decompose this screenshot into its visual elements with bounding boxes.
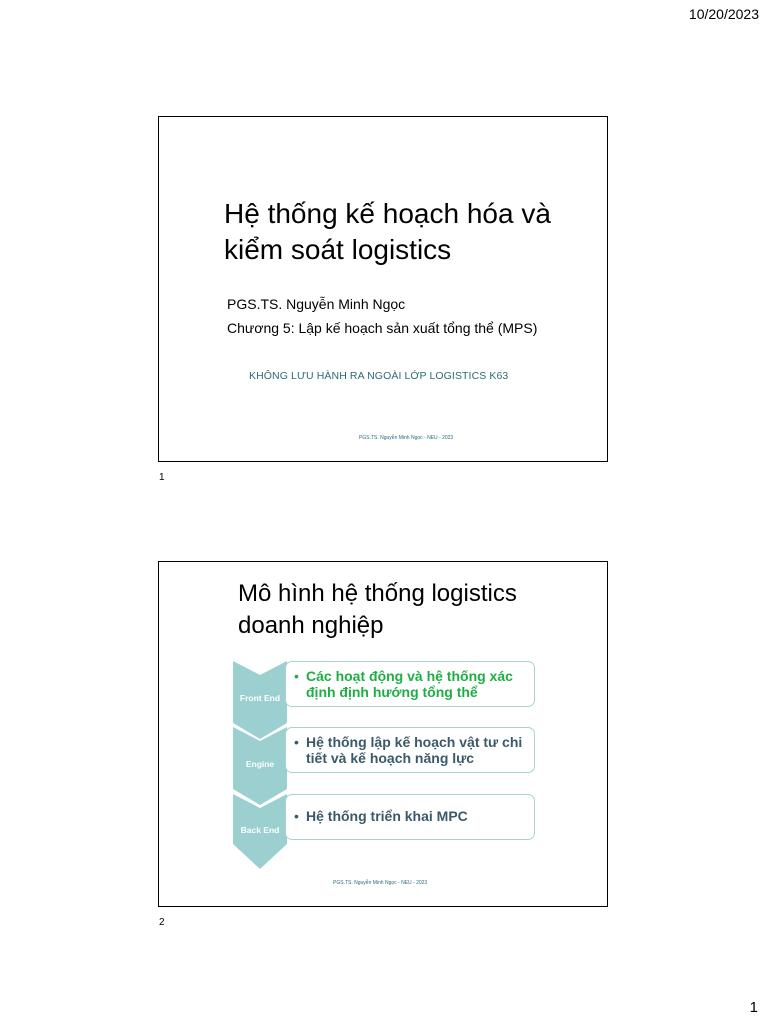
slide-1-chapter: Chương 5: Lập kế hoạch sản xuất tổng thể (MPS) xyxy=(227,320,538,336)
slide-2 xyxy=(158,561,608,907)
bullet-dot: • xyxy=(294,734,299,750)
slide-2-number: 2 xyxy=(159,917,165,928)
back-end-text: Hệ thống triển khai MPC xyxy=(306,808,468,824)
bullet-dot: • xyxy=(294,808,299,824)
front-end-text: Các hoạt động và hệ thống xác định định hướng tổng thể xyxy=(306,668,513,700)
front-end-box xyxy=(285,661,535,707)
bullet-dot: • xyxy=(294,668,299,684)
engine-box xyxy=(285,727,535,773)
diagram-row-front-end xyxy=(233,661,537,717)
slide-1-number: 1 xyxy=(159,472,165,483)
back-end-label: Back End xyxy=(240,825,280,835)
back-end-box xyxy=(285,794,535,840)
print-date: 10/20/2023 xyxy=(688,6,759,22)
slide-2-footer: PGS.TS. Nguyễn Minh Ngọc - NEU - 2023 xyxy=(333,880,428,886)
slide-1-author: PGS.TS. Nguyễn Minh Ngọc xyxy=(227,296,406,312)
slide-1 xyxy=(158,116,608,462)
diagram-row-back-end xyxy=(233,794,537,850)
front-end-label: Front End xyxy=(239,693,281,703)
slide-1-title: Hệ thống kế hoạch hóa và kiểm soát logistics xyxy=(224,198,551,265)
page-number: 1 xyxy=(749,999,758,1016)
slide-1-footer: PGS.TS. Nguyễn Minh Ngọc - NEU - 2023 xyxy=(359,435,454,441)
slide-1-notice: KHÔNG LƯU HÀNH RA NGOÀI LỚP LOGISTICS K63 xyxy=(249,370,509,382)
diagram-row-engine xyxy=(233,727,537,783)
slide-2-title: Mô hình hệ thống logistics doanh nghiệp xyxy=(238,580,517,639)
engine-text: Hệ thống lập kế hoạch vật tư chi tiết và kế hoạch năng lực xyxy=(306,734,523,766)
engine-label: Engine xyxy=(245,759,275,769)
